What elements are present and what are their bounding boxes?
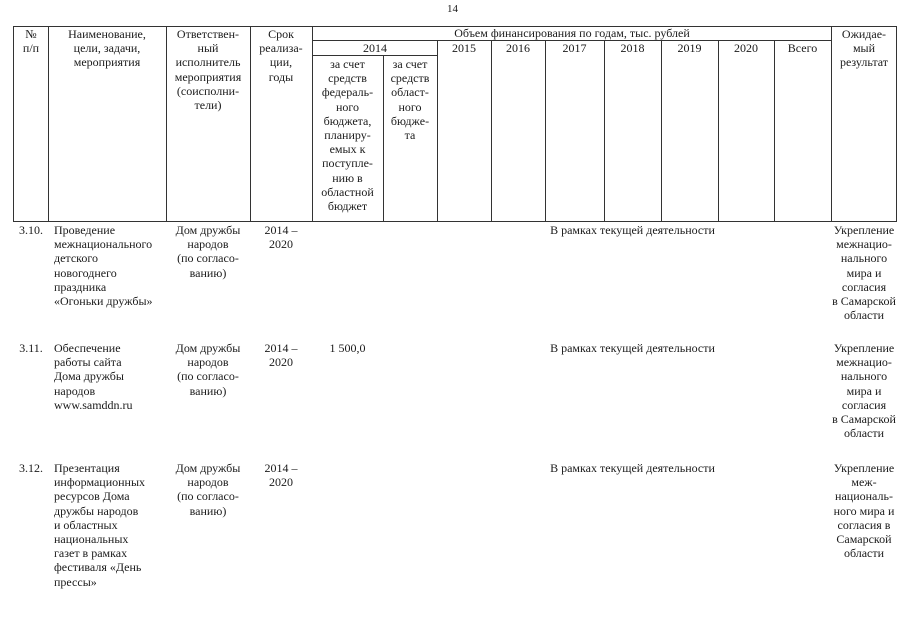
row-executor: Дом дружбы народов (по согласо- ванию) xyxy=(175,223,241,280)
header-term: Срок реализа- ции, годы xyxy=(259,27,303,84)
row-note: В рамках текущей деятельности xyxy=(550,341,715,355)
row-name: Обеспечение работы сайта Дома дружбы народов www.samddn.ru xyxy=(54,341,133,412)
row-executor: Дом дружбы народов (по согласо- ванию) xyxy=(175,461,241,518)
row-num: 3.11. xyxy=(19,341,43,355)
row-amount: 1 500,0 xyxy=(329,341,366,355)
header-executor: Ответствен- ный исполнитель мероприятия (соисполни- тели) xyxy=(174,27,242,113)
header-year: 2018 xyxy=(620,41,645,55)
row-executor: Дом дружбы народов (по согласо- ванию) xyxy=(175,341,241,398)
row-name: Презентация информационных ресурсов Дома дружбы народов и областных национальных газет в рамках фестиваля «День прессы» xyxy=(54,461,146,589)
header-name: Наименование, цели, задачи, мероприятия xyxy=(68,27,146,70)
header-year: 2020 xyxy=(734,41,758,55)
row-note: В рамках текущей деятельности xyxy=(550,223,715,237)
row-num: 3.10. xyxy=(19,223,43,237)
header-federal-source: за счет средств федераль- ного бюджета, планиру- емых к поступле- нию в областной бюджет xyxy=(321,57,374,214)
header-year: 2017 xyxy=(562,41,587,55)
header-regional-source: за счет средств област- ного бюджe- та xyxy=(390,57,430,143)
row-term: 2014 – 2020 xyxy=(264,461,298,490)
header-year: 2015 xyxy=(452,41,476,55)
header-year-2014: 2014 xyxy=(363,41,387,55)
row-num: 3.12. xyxy=(19,461,43,475)
header-funding: Объем финансирования по годам, тыс. рублей xyxy=(454,26,690,40)
row-term: 2014 – 2020 xyxy=(264,223,298,252)
row-result: Укрепление межнацио- нального мира и согласия в Самарской области xyxy=(832,341,896,441)
header-year: 2019 xyxy=(677,41,702,55)
header-total: Всего xyxy=(787,41,818,55)
row-result: Укрепление меж- националь- ного мира и согласия в Самарской области xyxy=(833,461,895,561)
row-result: Укрепление межнацио- нального мира и согласия в Самарской области xyxy=(832,223,896,323)
header-result: Ожидае- мый результат xyxy=(839,27,889,70)
row-name: Проведение межнационального детского новогоднего праздника «Огоньки дружбы» xyxy=(54,223,153,309)
header-num: № п/п xyxy=(22,27,40,56)
row-note: В рамках текущей деятельности xyxy=(550,461,715,475)
page-number: 14 xyxy=(447,3,458,15)
header-year: 2016 xyxy=(506,41,530,55)
row-term: 2014 – 2020 xyxy=(264,341,298,370)
